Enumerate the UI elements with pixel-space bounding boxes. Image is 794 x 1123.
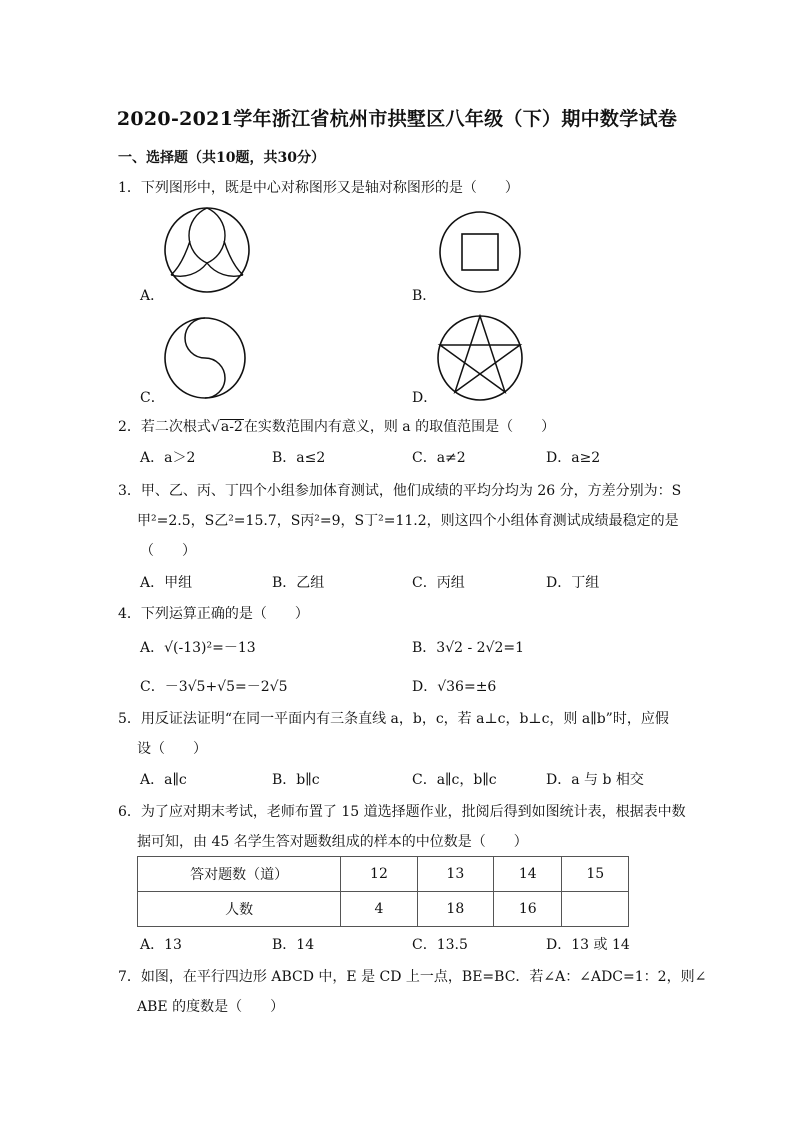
radical-sign-icon: √: [210, 419, 220, 435]
table-header-cell: 人数: [138, 892, 341, 927]
q2-stem-suffix: 在实数范围内有意义，则 a 的取值范围是（ ）: [243, 419, 556, 435]
table-cell: 15: [562, 857, 629, 892]
q3-line-3: （ ）: [140, 543, 196, 559]
q6-option-c: C．13.5: [412, 937, 468, 953]
q2-option-a: A．a＞2: [140, 450, 196, 466]
q3-option-a: A．甲组: [140, 575, 193, 591]
q5-option-a: A．a∥c: [140, 772, 187, 788]
q2-option-d: D．a≥2: [546, 450, 601, 466]
q1-option-a-label: A．: [140, 288, 165, 304]
q5-line-1: 5．用反证法证明“在同一平面内有三条直线 a，b，c，若 a⊥c，b⊥c，则 a∥b”时，应假: [118, 711, 669, 727]
figure-c-yin-yang-circle: [163, 316, 247, 400]
q2-stem: [118, 416, 555, 436]
q4-option-d: D．√36=±6: [412, 679, 497, 695]
table-cell: 13: [417, 857, 493, 892]
q2-stem-prefix: 2．若二次根式: [118, 419, 211, 435]
figure-b-square-in-circle: [438, 210, 522, 294]
q1-option-c-label: C．: [140, 390, 165, 406]
q4-stem: 4．下列运算正确的是（ ）: [118, 606, 309, 622]
q6-option-b: B．14: [272, 937, 315, 953]
q1-stem: 1．下列图形中，既是中心对称图形又是轴对称图形的是（ ）: [118, 180, 519, 196]
q2-option-b: B．a≤2: [272, 450, 326, 466]
table-cell: 14: [494, 857, 562, 892]
q6-stats-table: [137, 856, 629, 927]
q2-option-c: C．a≠2: [412, 450, 466, 466]
q5-option-b: B．b∥c: [272, 772, 320, 788]
q1-option-d-label: D．: [412, 390, 438, 406]
table-cell: 4: [341, 892, 417, 927]
table-header-cell: 答对题数（道）: [138, 857, 341, 892]
table-cell: [562, 892, 629, 927]
table-cell: 16: [494, 892, 562, 927]
q3-line-1: 3．甲、乙、丙、丁四个小组参加体育测试，他们成绩的平均分均为 26 分，方差分别为：S: [118, 483, 682, 499]
q6-option-a: A．13: [140, 937, 182, 953]
q5-line-2: 设（ ）: [137, 741, 207, 757]
table-cell: 12: [341, 857, 417, 892]
figure-d-star-in-circle: [436, 314, 524, 402]
q3-option-b: B．乙组: [272, 575, 325, 591]
q5-option-d: D．a 与 b 相交: [546, 772, 644, 788]
q4-option-c: C．－3√5+√5=－2√5: [140, 679, 288, 695]
exam-title: 2020-2021学年浙江省杭州市拱墅区八年级（下）期中数学试卷: [116, 108, 678, 130]
table-row: [138, 892, 629, 927]
section-heading: 一、选择题（共10题，共30分）: [118, 150, 325, 166]
q6-option-d: D．13 或 14: [546, 937, 630, 953]
q4-option-b: B．3√2 - 2√2=1: [412, 640, 525, 656]
q1-option-b-label: B．: [412, 288, 437, 304]
q5-option-c: C．a∥c，b∥c: [412, 772, 497, 788]
q3-option-d: D．丁组: [546, 575, 600, 591]
q4-option-a: A．√(-13)²=－13: [140, 640, 256, 656]
q6-line-2: 据可知，由 45 名学生答对题数组成的样本的中位数是（ ）: [137, 834, 528, 850]
q3-option-c: C．丙组: [412, 575, 465, 591]
q7-line-2: ABE 的度数是（ ）: [137, 999, 285, 1015]
q2-radicand: a-2: [220, 419, 243, 435]
table-row: [138, 857, 629, 892]
q6-line-1: 6．为了应对期末考试，老师布置了 15 道选择题作业，批阅后得到如图统计表，根据表中数: [118, 804, 686, 820]
q7-line-1: 7．如图，在平行四边形 ABCD 中，E 是 CD 上一点，BE=BC．若∠A：∠ADC=1：2，则∠: [118, 969, 707, 985]
table-cell: 18: [417, 892, 493, 927]
q3-line-2: 甲²=2.5，S乙²=15.7，S丙²=9，S丁²=11.2，则这四个小组体育测试成绩最稳定的是: [137, 513, 679, 529]
figure-a-three-arcs-circle: [162, 205, 252, 295]
